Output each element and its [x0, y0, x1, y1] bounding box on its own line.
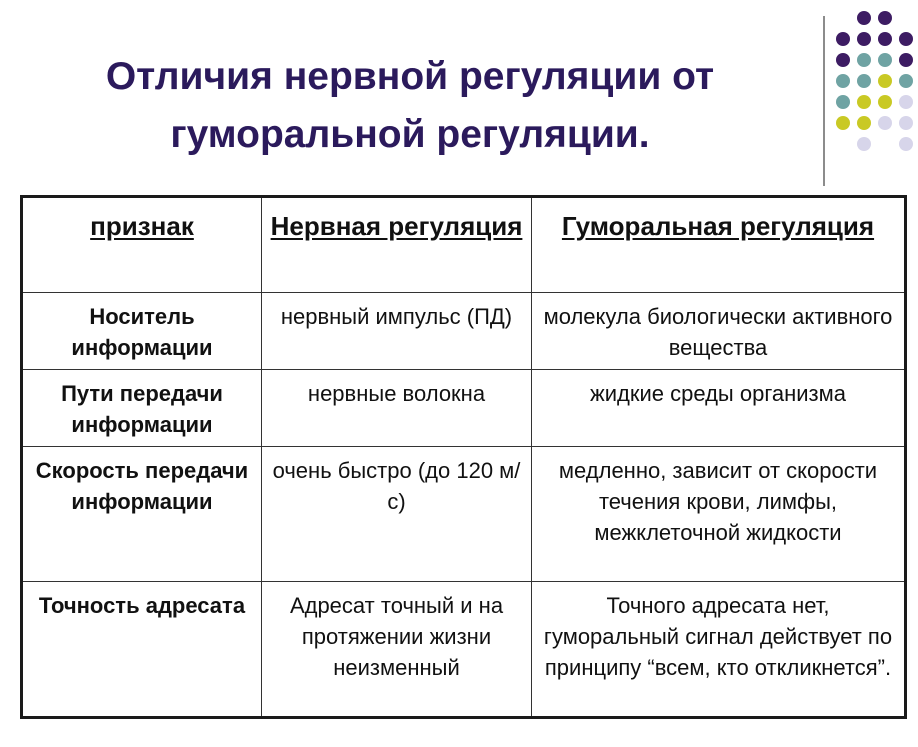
title-line-2: гуморальной регуляции.	[170, 113, 650, 156]
decorative-dot	[899, 74, 913, 88]
decorative-dot	[878, 74, 892, 88]
table-row	[22, 293, 906, 370]
title-line-1: Отличия нервной регуляции от	[105, 55, 715, 98]
decorative-dot	[857, 95, 871, 109]
decorative-dot	[878, 11, 892, 25]
decorative-dot	[857, 137, 871, 151]
feature-cell: Скорость передачи информации	[22, 447, 262, 582]
humoral-cell: Точного адресата нет, гуморальный сигнал действует по принципу “всем, кто откликнется”.	[532, 582, 906, 718]
nervous-cell: Адресат точный и на протяжении жизни неизменный	[262, 582, 532, 718]
decorative-dot	[857, 74, 871, 88]
feature-cell: Точность адресата	[22, 582, 262, 718]
slide-title	[30, 48, 790, 164]
decorative-dot	[878, 95, 892, 109]
decorative-dot	[878, 53, 892, 67]
decorative-dot	[857, 11, 871, 25]
feature-cell: Носитель информации	[22, 293, 262, 370]
decorative-dot	[899, 137, 913, 151]
decorative-dot	[899, 53, 913, 67]
table-row	[22, 370, 906, 447]
decorative-dot	[899, 95, 913, 109]
nervous-cell: нервные волокна	[262, 370, 532, 447]
decorative-dot	[857, 32, 871, 46]
decorative-dot	[836, 95, 850, 109]
header-nervous: Нервная регуляция	[262, 197, 532, 293]
decorative-dot	[878, 116, 892, 130]
header-humoral: Гуморальная регуляция	[532, 197, 906, 293]
comparison-table	[20, 195, 907, 719]
feature-cell: Пути передачи информации	[22, 370, 262, 447]
decorative-dot	[878, 32, 892, 46]
humoral-cell: молекула биологически активного вещества	[532, 293, 906, 370]
decorative-dot	[836, 32, 850, 46]
decorative-dot	[836, 53, 850, 67]
nervous-cell: очень быстро (до 120 м/с)	[262, 447, 532, 582]
decorative-dot	[899, 116, 913, 130]
nervous-cell: нервный импульс (ПД)	[262, 293, 532, 370]
decorative-dot	[857, 116, 871, 130]
table-header-row	[22, 197, 906, 293]
decorative-dot	[836, 116, 850, 130]
decorative-dot	[899, 32, 913, 46]
decorative-dot	[857, 53, 871, 67]
table-row	[22, 447, 906, 582]
decorative-divider	[823, 16, 825, 186]
decorative-dot-grid	[836, 11, 918, 171]
humoral-cell: жидкие среды организма	[532, 370, 906, 447]
header-feature: признак	[22, 197, 262, 293]
decorative-dot	[836, 74, 850, 88]
humoral-cell: медленно, зависит от скорости течения крови, лимфы, межклеточной жидкости	[532, 447, 906, 582]
table-row	[22, 582, 906, 718]
